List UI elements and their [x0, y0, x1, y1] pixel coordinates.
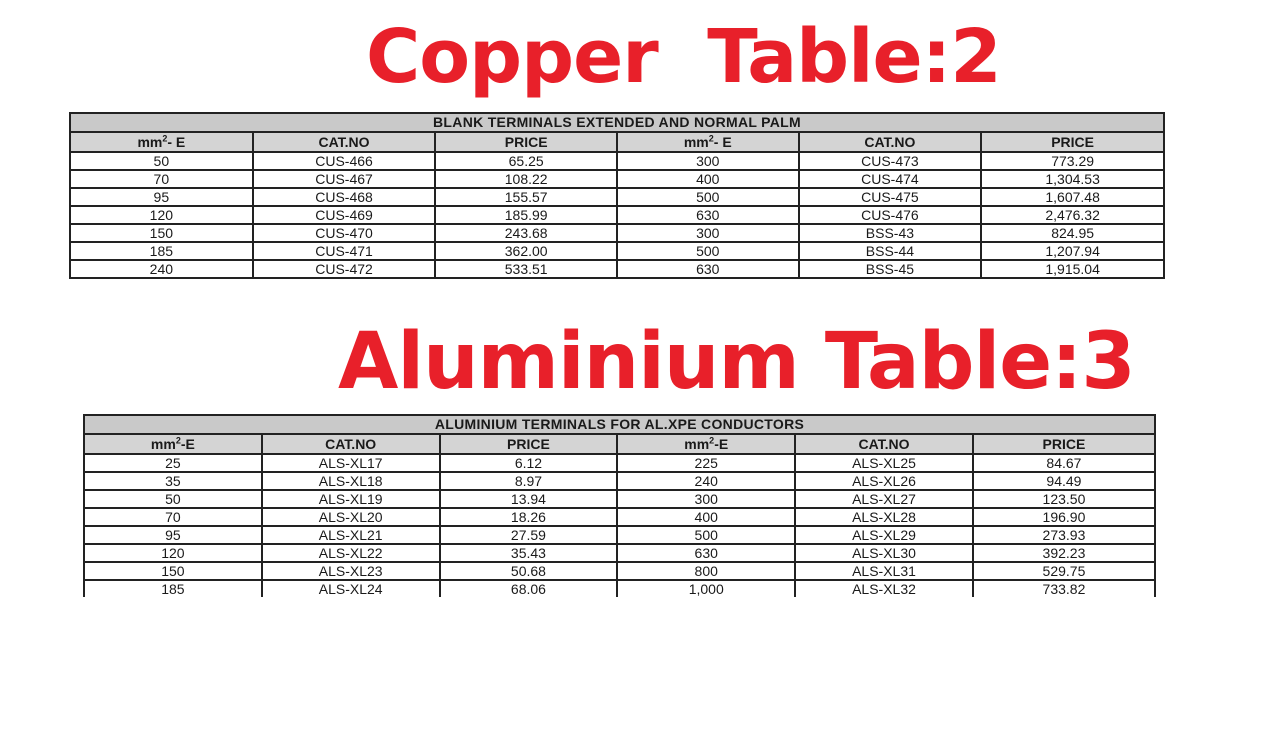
- table-row: [70, 152, 1164, 170]
- table-cell: CUS-471: [253, 242, 436, 260]
- column-header-row: [84, 434, 1155, 454]
- table-cell: CUS-473: [799, 152, 982, 170]
- table-cell: ALS-XL27: [795, 490, 973, 508]
- table-cell: 225: [617, 454, 795, 472]
- table-cell: 35.43: [440, 544, 618, 562]
- table-cell: 533.51: [435, 260, 617, 278]
- table-caption-row: [84, 415, 1155, 434]
- table-cell: CUS-468: [253, 188, 436, 206]
- table-cell: ALS-XL28: [795, 508, 973, 526]
- table-cell: 70: [70, 170, 253, 188]
- table-cell: 185: [84, 580, 262, 597]
- table-cell: 1,607.48: [981, 188, 1164, 206]
- copper-price-table: [69, 112, 1165, 279]
- table-body: [84, 454, 1155, 597]
- table-cell: 120: [70, 206, 253, 224]
- table-row: [84, 544, 1155, 562]
- table-row: [70, 224, 1164, 242]
- table-row: [70, 188, 1164, 206]
- table-cell: 500: [617, 242, 799, 260]
- table-row: [70, 170, 1164, 188]
- column-header: $mm^2-E$: [84, 434, 262, 454]
- table-cell: CUS-467: [253, 170, 436, 188]
- table-cell: 185: [70, 242, 253, 260]
- table-cell: 1,304.53: [981, 170, 1164, 188]
- table-cell: 50: [70, 152, 253, 170]
- table-cell: ALS-XL30: [795, 544, 973, 562]
- table-cell: 95: [84, 526, 262, 544]
- column-header: $mm^2-E$: [617, 434, 795, 454]
- table-row: [84, 562, 1155, 580]
- table-cell: CUS-466: [253, 152, 436, 170]
- table-cell: 155.57: [435, 188, 617, 206]
- table-cell: ALS-XL23: [262, 562, 440, 580]
- table-cell: ALS-XL31: [795, 562, 973, 580]
- table-body: [70, 152, 1164, 278]
- column-header: PRICE: [435, 132, 617, 152]
- table-row: [70, 242, 1164, 260]
- table-cell: 18.26: [440, 508, 618, 526]
- table-cell: 273.93: [973, 526, 1155, 544]
- table-cell: ALS-XL25: [795, 454, 973, 472]
- table-cell: 243.68: [435, 224, 617, 242]
- table-cell: 120: [84, 544, 262, 562]
- column-header: PRICE: [981, 132, 1164, 152]
- table-cell: 240: [70, 260, 253, 278]
- table-cell: 94.49: [973, 472, 1155, 490]
- table-cell: 400: [617, 170, 799, 188]
- table-cell: ALS-XL26: [795, 472, 973, 490]
- table-cell: 824.95: [981, 224, 1164, 242]
- table-cell: 95: [70, 188, 253, 206]
- column-header: CAT.NO: [795, 434, 973, 454]
- aluminium-table-heading: Aluminium Table:3: [338, 317, 1135, 407]
- table-cell: 1,915.04: [981, 260, 1164, 278]
- table-cell: BSS-43: [799, 224, 982, 242]
- table-cell: 196.90: [973, 508, 1155, 526]
- table-cell: ALS-XL20: [262, 508, 440, 526]
- table-row: [84, 526, 1155, 544]
- column-header: $mm^2-$ E: [70, 132, 253, 152]
- table-cell: 68.06: [440, 580, 618, 597]
- table-cell: 392.23: [973, 544, 1155, 562]
- table-cell: ALS-XL29: [795, 526, 973, 544]
- table-cell: 13.94: [440, 490, 618, 508]
- table-cell: 185.99: [435, 206, 617, 224]
- table-cell: 8.97: [440, 472, 618, 490]
- table-cell: 108.22: [435, 170, 617, 188]
- table-cell: 50: [84, 490, 262, 508]
- table-cell: 65.25: [435, 152, 617, 170]
- column-header: CAT.NO: [253, 132, 436, 152]
- table-cell: ALS-XL21: [262, 526, 440, 544]
- aluminium-price-table: [83, 414, 1156, 597]
- table-row: [70, 206, 1164, 224]
- table-cell: 300: [617, 490, 795, 508]
- table-cell: 1,000: [617, 580, 795, 597]
- table-cell: BSS-45: [799, 260, 982, 278]
- table-cell: ALS-XL19: [262, 490, 440, 508]
- table-row: [84, 508, 1155, 526]
- table-cell: 123.50: [973, 490, 1155, 508]
- table-cell: 773.29: [981, 152, 1164, 170]
- table-cell: 800: [617, 562, 795, 580]
- table-cell: 630: [617, 544, 795, 562]
- table-cell: 300: [617, 152, 799, 170]
- table-row: [70, 260, 1164, 278]
- table-cell: 529.75: [973, 562, 1155, 580]
- table-cell: 500: [617, 188, 799, 206]
- table-cell: ALS-XL32: [795, 580, 973, 597]
- table-cell: 27.59: [440, 526, 618, 544]
- table-cell: 70: [84, 508, 262, 526]
- table-row: [84, 490, 1155, 508]
- table-cell: CUS-475: [799, 188, 982, 206]
- column-header: CAT.NO: [799, 132, 982, 152]
- table-cell: 150: [70, 224, 253, 242]
- column-header: PRICE: [973, 434, 1155, 454]
- table-cell: 400: [617, 508, 795, 526]
- table-cell: CUS-476: [799, 206, 982, 224]
- table-row: [84, 454, 1155, 472]
- table-cell: ALS-XL24: [262, 580, 440, 597]
- table-cell: CUS-472: [253, 260, 436, 278]
- table-cell: 500: [617, 526, 795, 544]
- table-cell: BSS-44: [799, 242, 982, 260]
- table-cell: 1,207.94: [981, 242, 1164, 260]
- table-cell: CUS-470: [253, 224, 436, 242]
- table-cell: 6.12: [440, 454, 618, 472]
- table-cell: 300: [617, 224, 799, 242]
- table-caption: BLANK TERMINALS EXTENDED AND NORMAL PALM: [70, 113, 1164, 132]
- table-cell: ALS-XL17: [262, 454, 440, 472]
- table-caption-row: [70, 113, 1164, 132]
- table-cell: CUS-469: [253, 206, 436, 224]
- table-row: [84, 472, 1155, 490]
- table-cell: 630: [617, 260, 799, 278]
- table-cell: 733.82: [973, 580, 1155, 597]
- table-cell: CUS-474: [799, 170, 982, 188]
- table-cell: 150: [84, 562, 262, 580]
- table-cell: 25: [84, 454, 262, 472]
- table-cell: ALS-XL18: [262, 472, 440, 490]
- table-cell: 362.00: [435, 242, 617, 260]
- table-cell: 50.68: [440, 562, 618, 580]
- table-cell: 35: [84, 472, 262, 490]
- table-cell: 84.67: [973, 454, 1155, 472]
- table-cell: 630: [617, 206, 799, 224]
- column-header-row: [70, 132, 1164, 152]
- table-cell: ALS-XL22: [262, 544, 440, 562]
- column-header: $mm^2-$ E: [617, 132, 799, 152]
- column-header: CAT.NO: [262, 434, 440, 454]
- copper-table-heading: Copper Table:2: [366, 14, 1001, 100]
- column-header: PRICE: [440, 434, 618, 454]
- table-caption: ALUMINIUM TERMINALS FOR AL.XPE CONDUCTORS: [84, 415, 1155, 434]
- table-row: [84, 580, 1155, 597]
- table-cell: 2,476.32: [981, 206, 1164, 224]
- table-cell: 240: [617, 472, 795, 490]
